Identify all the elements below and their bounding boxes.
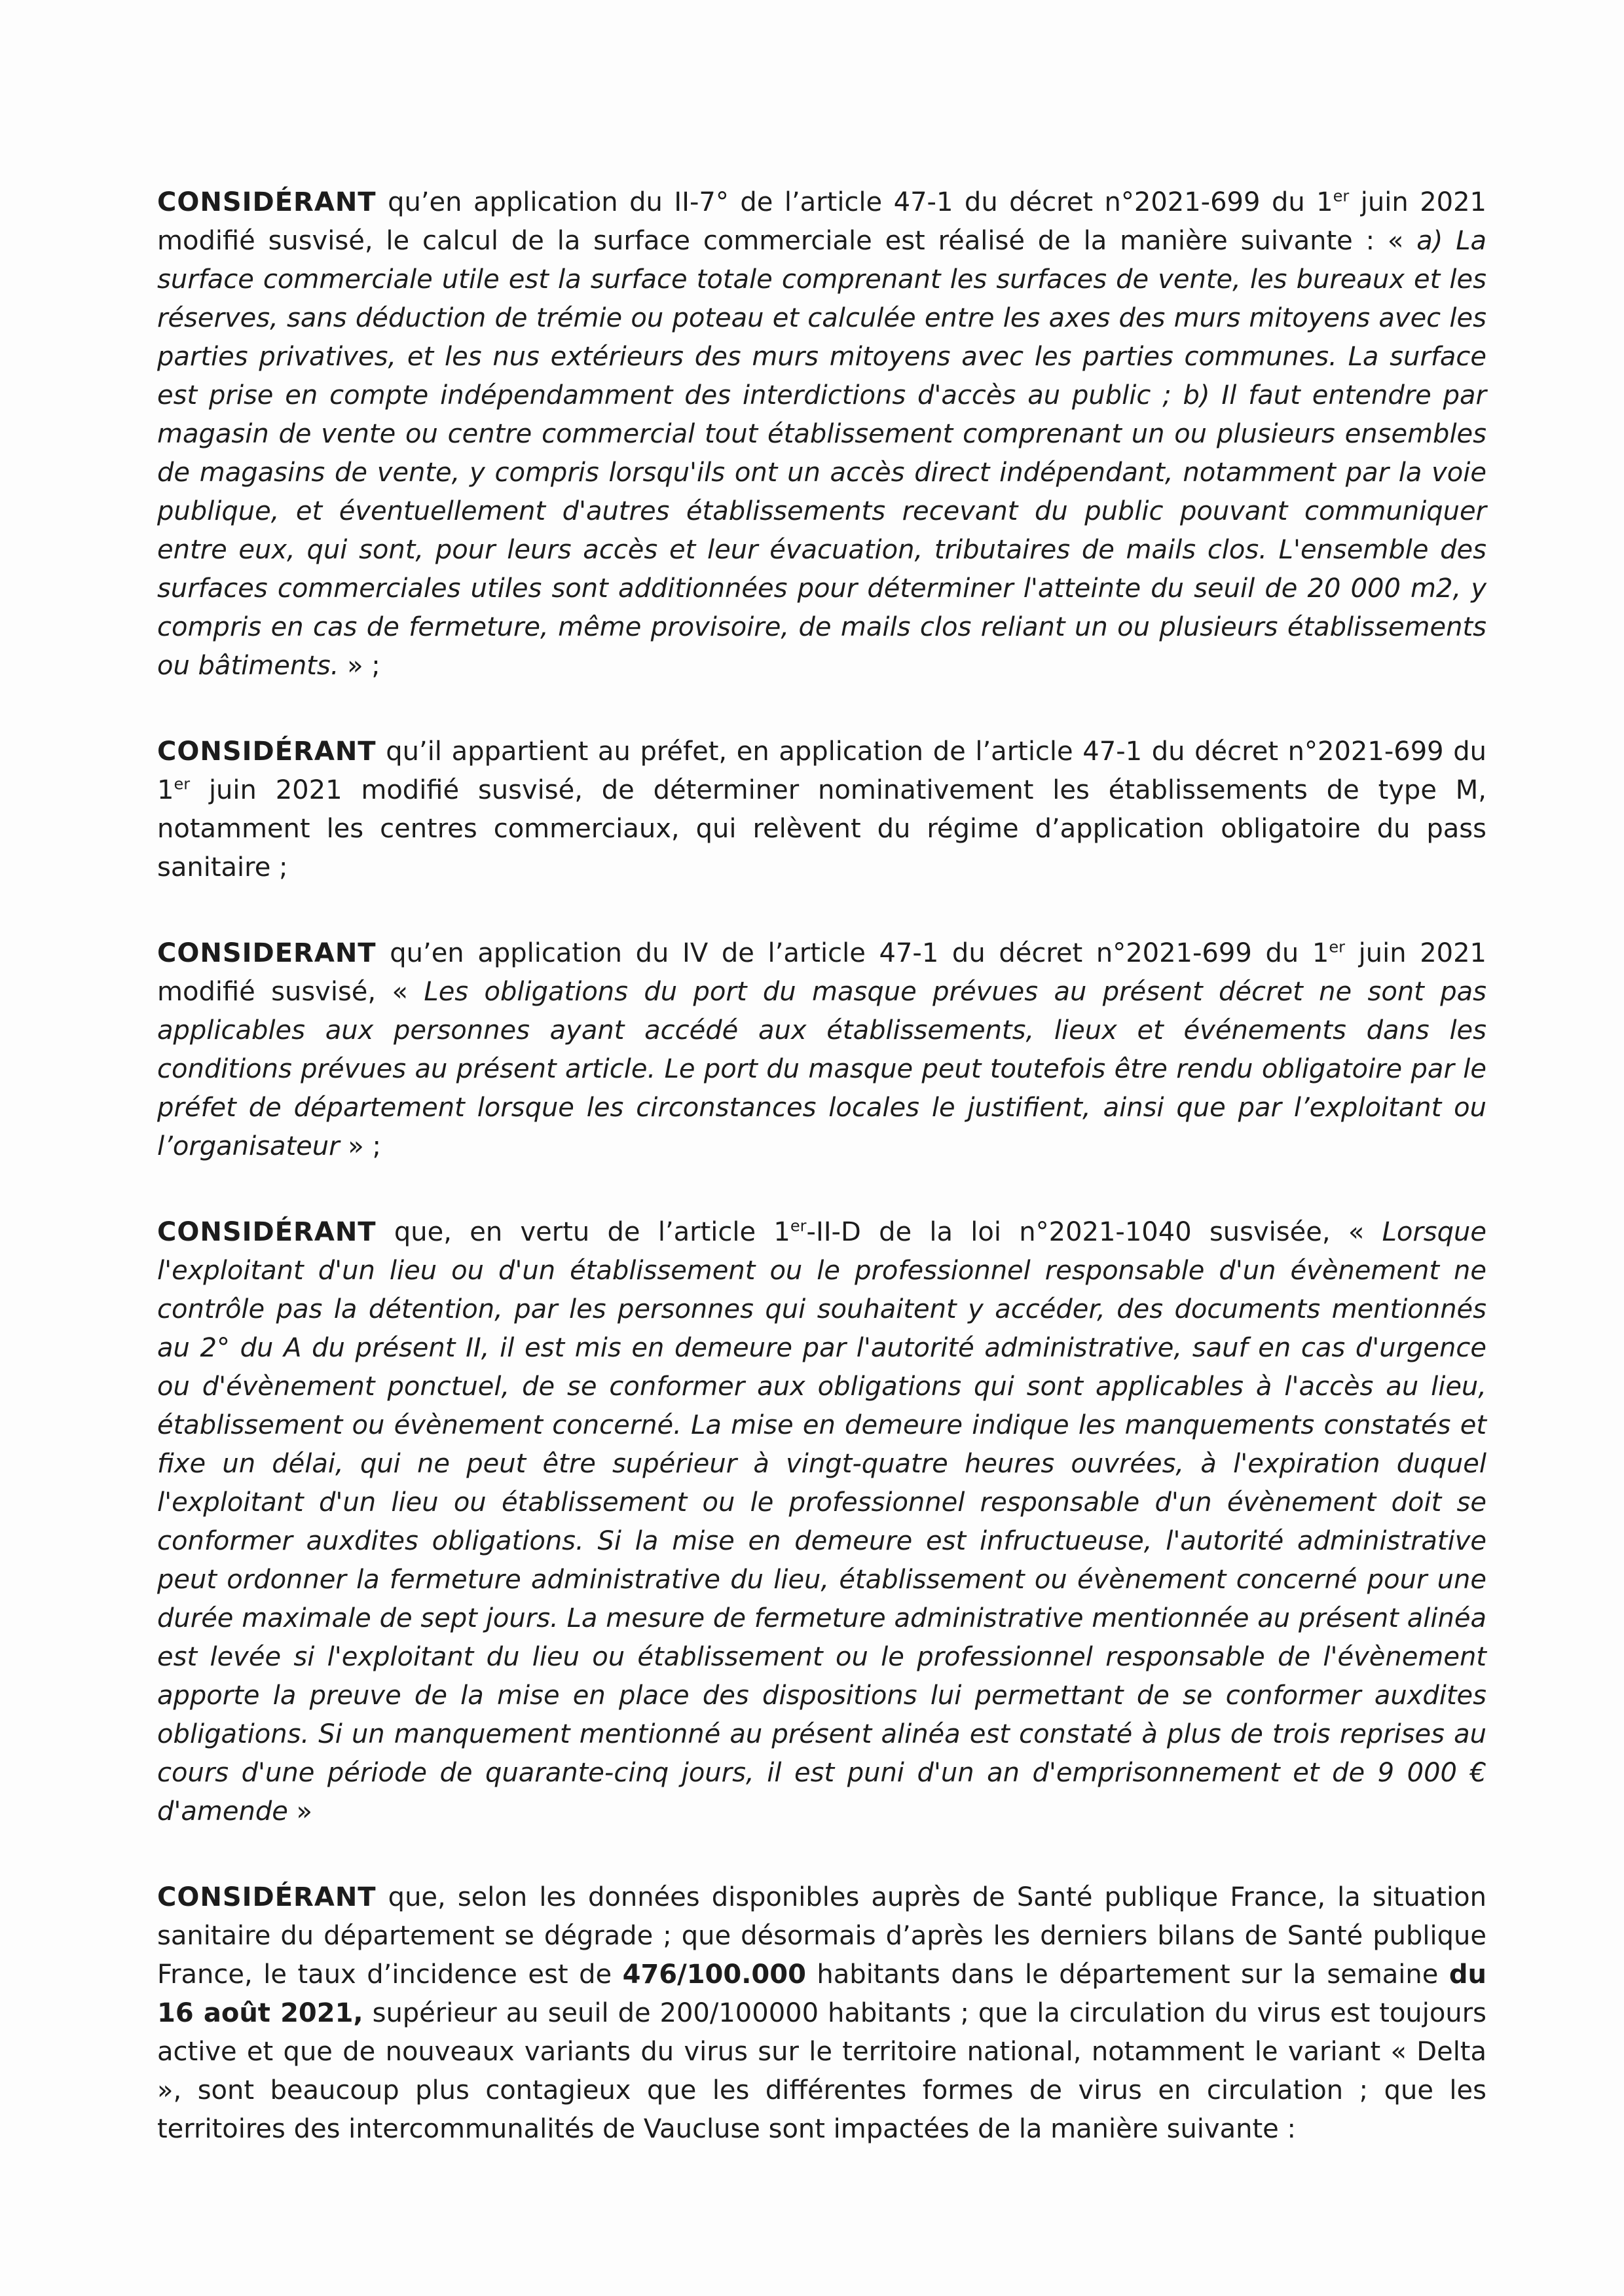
text-segment: supérieur au seuil de 200/100000 habitants ; que la circulation du virus est toujours active et que de nouveaux variants du virus sur le territoire national, notamment le variant « Delta », sont beaucoup plus contagieux que les différentes formes de virus en circulation ; que les territoires des intercommunalités de Vaucluse sont impactées de la manière suivante :	[157, 1998, 1486, 2144]
paragraph-port-du-masque	[157, 934, 1486, 1166]
text-segment: habitants dans le département sur la semaine	[805, 1959, 1449, 1990]
text-segment: » ;	[339, 651, 380, 681]
text-segment: que, en vertu de l’article 1	[376, 1217, 790, 1247]
considerant-keyword: CONSIDÉRANT	[157, 187, 377, 217]
quoted-text: Lorsque l'exploitant d'un lieu ou d'un établissement ou le professionnel responsable d'un évènement ne contrôle pas la détention, par les personnes qui souhaitent y accéder, des documents mentionnés au 2° du A du présent II, il est mis en demeure par l'autorité administrative, sauf en cas d'urgence ou d'évènement ponctuel, de se conformer aux obligations qui sont applicables à l'accès au lieu, établissement ou évènement concerné. La mise en demeure indique les manquements constatés et fixe un délai, qui ne peut être supérieur à vingt-quatre heures ouvrées, à l'expiration duquel l'exploitant d'un lieu ou établissement ou le professionnel responsable d'un évènement doit se conformer auxdites obligations. Si la mise en demeure est infructueuse, l'autorité administrative peut ordonner la fermeture administrative du lieu, établissement ou évènement concerné pour une durée maximale de sept jours. La mesure de fermeture administrative mentionnée au présent alinéa est levée si l'exploitant du lieu ou établissement ou le professionnel responsable de l'évènement apporte la preuve de la mise en place des dispositions lui permettant de se conformer auxdites obligations. Si un manquement mentionné au présent alinéa est constaté à plus de trois reprises au cours d'une période de quarante-cinq jours, il est puni d'un an d'emprisonnement et de 9 000 € d'amende	[157, 1217, 1486, 1827]
considerant-keyword: CONSIDERANT	[157, 938, 377, 968]
bold-text: 476/100.000	[622, 1959, 806, 1990]
superscript: er	[790, 1216, 807, 1235]
text-segment: »	[287, 1796, 313, 1827]
text-segment: juin 2021 modifié susvisé, le calcul de la surface commerciale est réalisé de la manière suivante : «	[157, 187, 1487, 256]
quoted-text: Les obligations du port du masque prévues au présent décret ne sont pas applicables aux personnes ayant accédé aux établissements, lieux et événements dans les conditions prévues au présent article. Le port du masque peut toutefois être rendu obligatoire par le préfet de département lorsque les circonstances locales le justifient, ainsi que par l’exploitant ou l’organisateur	[157, 977, 1487, 1161]
quoted-text: a) La surface commerciale utile est la surface totale comprenant les surfaces de vente, les bureaux et les réserves, sans déduction de trémie ou poteau et calculée entre les axes des murs mitoyens avec les parties privatives, et les nus extérieurs des murs mitoyens avec les parties communes. La surface est prise en compte indépendamment des interdictions d'accès au public ; b) Il faut entendre par magasin de vente ou centre commercial tout établissement comprenant un ou plusieurs ensembles de magasins de vente, y compris lorsqu'ils ont un accès direct indépendant, notamment par la voie publique, et éventuellement d'autres établissements recevant du public pouvant communiquer entre eux, qui sont, pour leurs accès et leur évacuation, tributaires de mails clos. L'ensemble des surfaces commerciales utiles sont additionnées pour déterminer l'atteinte du seuil de 20 000 m2, y compris en cas de fermeture, même provisoire, de mails clos reliant un ou plusieurs établissements ou bâtiments.	[157, 226, 1486, 681]
text-segment: juin 2021 modifié susvisé, de déterminer nominativement les établissements de type M, notamment les centres commerciaux, qui relèvent du régime d’application obligatoire du pass sanitaire ;	[157, 775, 1486, 883]
superscript: er	[174, 774, 191, 793]
considerant-keyword: CONSIDÉRANT	[157, 1882, 377, 1912]
paragraph-role-prefet	[157, 733, 1486, 887]
document-body	[157, 183, 1486, 2196]
superscript: er	[1329, 938, 1345, 957]
paragraph-surface-commerciale	[157, 183, 1486, 685]
paragraph-mise-en-demeure	[157, 1213, 1486, 1831]
bold-text: du 16 août 2021,	[157, 1959, 1487, 2028]
considerant-keyword: CONSIDÉRANT	[157, 737, 377, 767]
text-segment: qu’en application du II-7° de l’article 47-1 du décret n°2021-699 du 1	[376, 187, 1333, 217]
text-segment: qu’il appartient au préfet, en application de l’article 47-1 du décret n°2021-699 du 1	[157, 737, 1486, 805]
considerant-keyword: CONSIDÉRANT	[157, 1217, 377, 1247]
text-segment: » ;	[339, 1131, 381, 1161]
text-segment: juin 2021 modifié susvisé, «	[157, 938, 1487, 1007]
superscript: er	[1333, 187, 1350, 206]
text-segment: qu’en application du IV de l’article 47-1 du décret n°2021-699 du 1	[376, 938, 1329, 968]
paragraph-situation-sanitaire	[157, 1878, 1486, 2149]
text-segment: que, selon les données disponibles auprès de Santé publique France, la situation sanitaire du département se dégrade ; que désormais d’après les derniers bilans de Santé publique France, le taux d’incidence est de	[157, 1882, 1486, 1990]
text-segment: -II-D de la loi n°2021-1040 susvisée, «	[806, 1217, 1382, 1247]
